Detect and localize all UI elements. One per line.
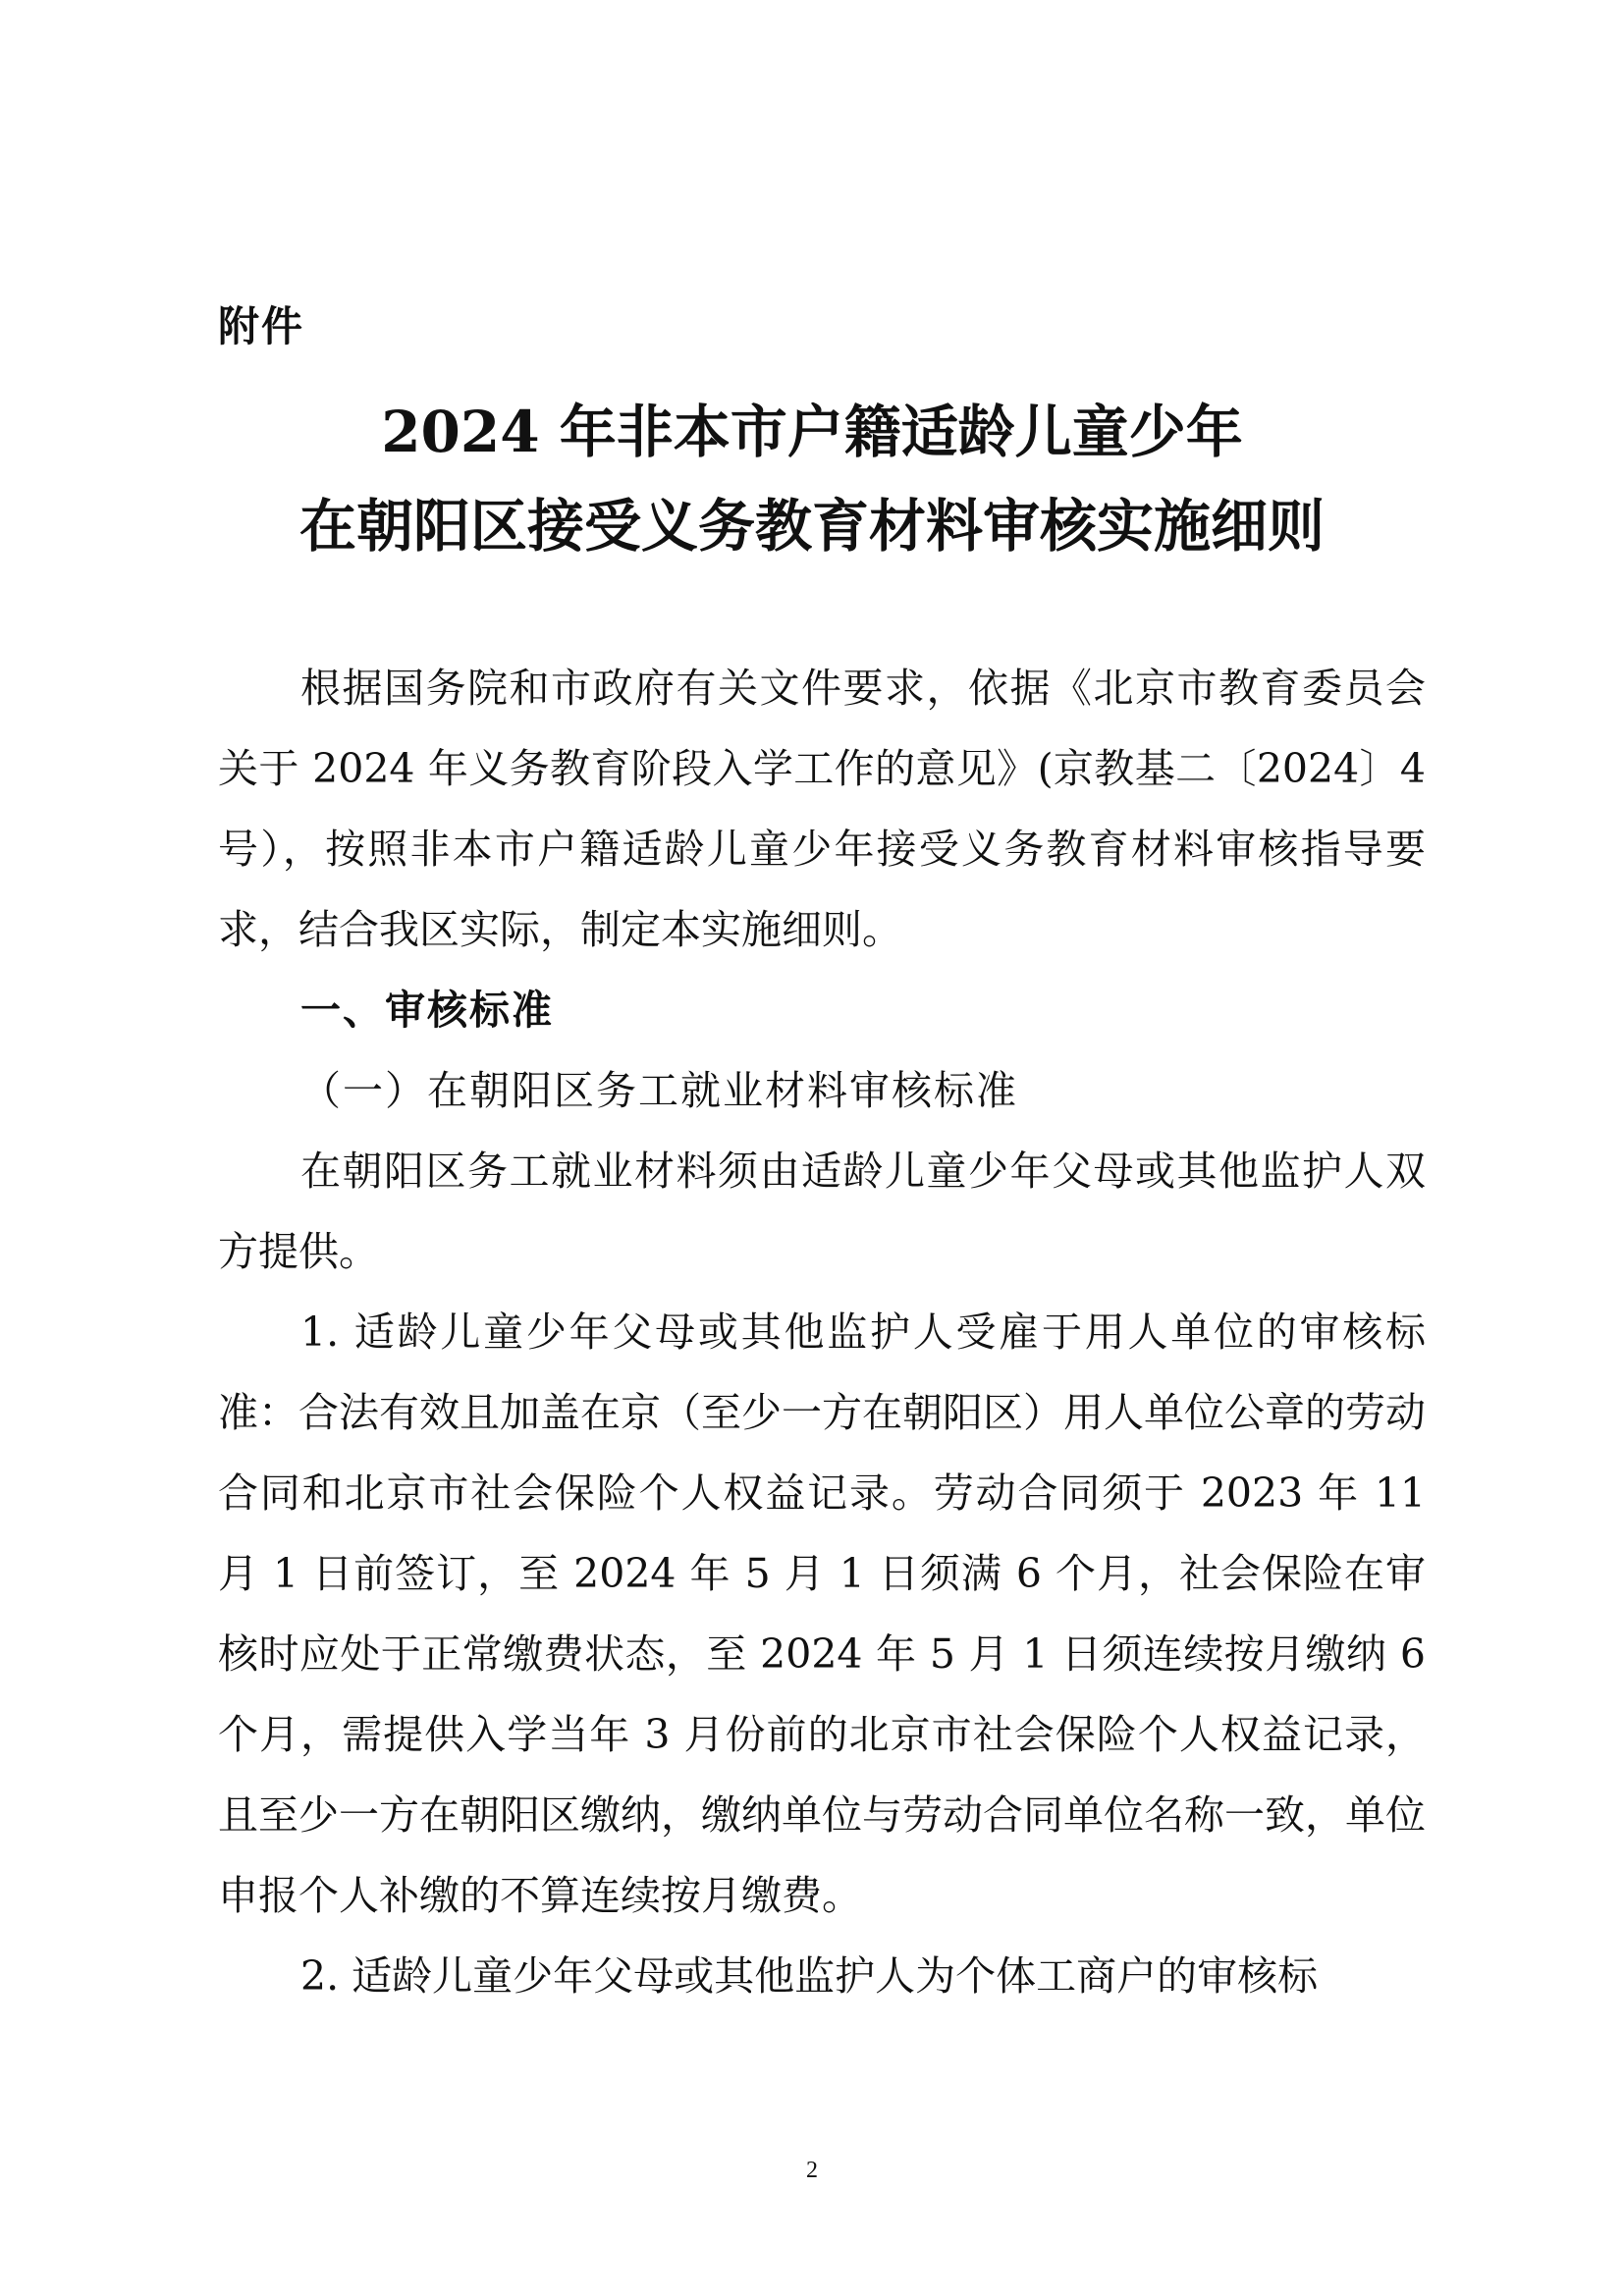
paragraph-item-2: 2. 适龄儿童少年父母或其他监护人为个体工商户的审核标	[300, 1952, 1319, 2000]
intro-paragraph: 根据国务院和市政府有关文件要求，依据《北京市教育委员会关于 2024 年义务教育阶段入学工作的意见》(京教基二〔2024〕4 号），按照非本市户籍适龄儿童少年接受义务教育材料审核指导要求，结合我区实际，制定本实施细则。	[218, 665, 1426, 953]
attachment-label: 附件	[218, 302, 305, 350]
page-number: 2	[806, 2158, 818, 2183]
title-line-1: 2024 年非本市户籍适龄儿童少年	[381, 399, 1243, 465]
paragraph-employment-intro: 在朝阳区务工就业材料须由适龄儿童少年父母或其他监护人双方提供。	[218, 1148, 1426, 1275]
section-heading-review-standards: 一、审核标准	[300, 987, 554, 1034]
paragraph-item-1: 1. 适龄儿童少年父母或其他监护人受雇于用人单位的审核标准：合法有效且加盖在京（至少一方在朝阳区）用人单位公章的劳动合同和北京市社会保险个人权益记录。劳动合同须于 2023 年 11 月 1 日前签订，至 2024 年 5 月 1 日须满 6 个月，社会保险在审核时应处于正常缴费状态，至 2024 年 5 月 1 日须连续按月缴纳 6 个月，需提供入学当年 3 月份前的北京市社会保险个人权益记录，且至少一方在朝阳区缴纳，缴纳单位与劳动合同单位名称一致，单位申报个人补缴的不算连续按月缴费。	[218, 1308, 1426, 1919]
document-title	[0, 385, 1624, 573]
subsection-heading-employment: （一）在朝阳区务工就业材料审核标准	[300, 1067, 1018, 1114]
document-body	[218, 648, 1426, 2016]
title-line-2: 在朝阳区接受义务教育材料审核实施细则	[298, 493, 1325, 560]
